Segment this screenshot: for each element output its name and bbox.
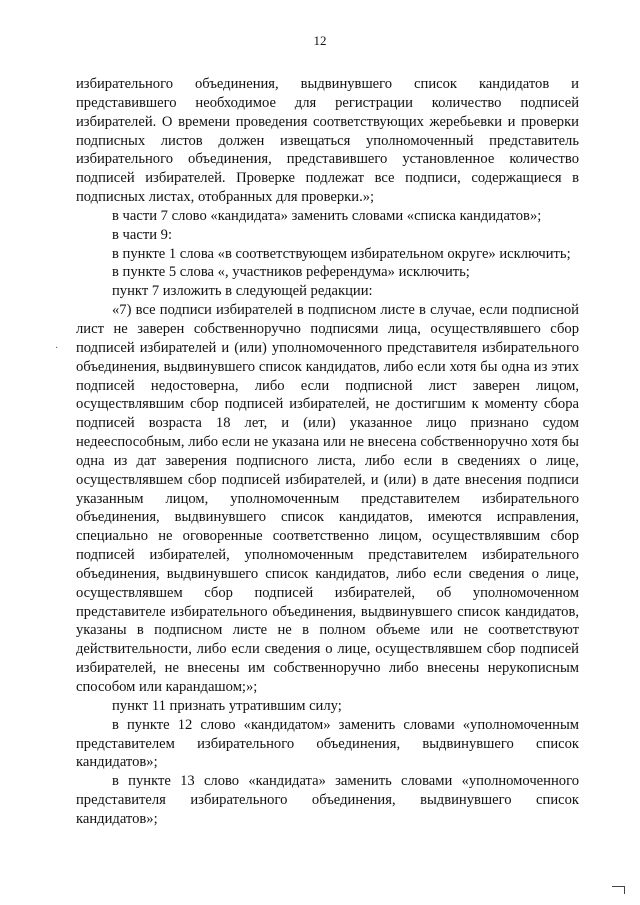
margin-mark: · (55, 343, 59, 354)
paragraph: в части 7 слово «кандидата» заменить словами «списка кандидатов»; (112, 207, 542, 224)
paragraph: в пункте 12 слово «кандидатом» заменить словами «уполномоченным представителем избирательного объединения, выдвинувшего список кандидатов»; (76, 716, 579, 771)
paragraph: в пункте 5 слова «, участников референдума» исключить; (112, 264, 470, 281)
scan-corner-mark (612, 886, 625, 894)
paragraph: пункт 7 изложить в следующей редакции: (112, 283, 373, 300)
document-body (76, 75, 579, 829)
paragraph: в пункте 1 слова «в соответствующем избирательном округе» исключить; (112, 245, 571, 262)
paragraph: пункт 11 признать утратившим силу; (112, 697, 342, 714)
paragraph: в пункте 13 слово «кандидата» заменить словами «уполномоченного представителя избирательного объединения, выдвинувшего список кандидатов»; (76, 773, 579, 827)
page-number: 12 (313, 33, 327, 48)
paragraph: в части 9: (112, 226, 173, 243)
paragraph: «7) все подписи избирателей в подписном листе в случае, если подписной лист не заверен собственноручно подписями лица, осуществлявшего сбор подписей избирателей и (или) уполномоченного представителя избирательного объединения, выдвинувшего список кандидатов, либо если хотя бы одна из этих подписей недостоверна, либо если подписной лист заверен лицом, осуществлявшим сбор подписей избирателей, не достигшим к моменту сбора подписей возраста 18 лет, и (или) указанное лицо признано судом недееспособным, либо если не указана или не внесена собственноручно хотя бы одна из дат заверения подписного листа, либо если в сведениях о лице, осуществлявшем сбор подписей избирателей, и (или) в дате внесения подписи указанным лицом, уполномоченным представителем избирательного объединения, выдвинувшего список кандидатов, имеются исправления, специально не оговоренные соответственно лицом, осуществлявшим сбор подписей избирателей, уполномоченным представителем избирательного объединения, выдвинувшего список кандидатов, либо если сведения о лице, осуществлявшем сбор подписей избирателей, об уполномоченном представителе избирательного объединения, выдвинувшего список кандидатов, указаны в подписном листе не в полном объеме или не соответствуют действительности, либо если сведения о лице, осуществлявшем сбор подписей избирателей, не внесены им собственноручно либо внесены нерукописным способом или карандашом;»; (76, 302, 579, 695)
paragraph: избирательного объединения, выдвинувшего список кандидатов и представившего необходимое для регистрации количество подписей избирателей. О времени проведения соответствующих жеребьевки и проверки подписных листов должен извещаться уполномоченный представитель избирательного объединения, представившего установленное количество подписей избирателей. Проверке подлежат все подписи, содержащиеся в подписных листах, отобранных для проверки.»; (76, 76, 579, 206)
